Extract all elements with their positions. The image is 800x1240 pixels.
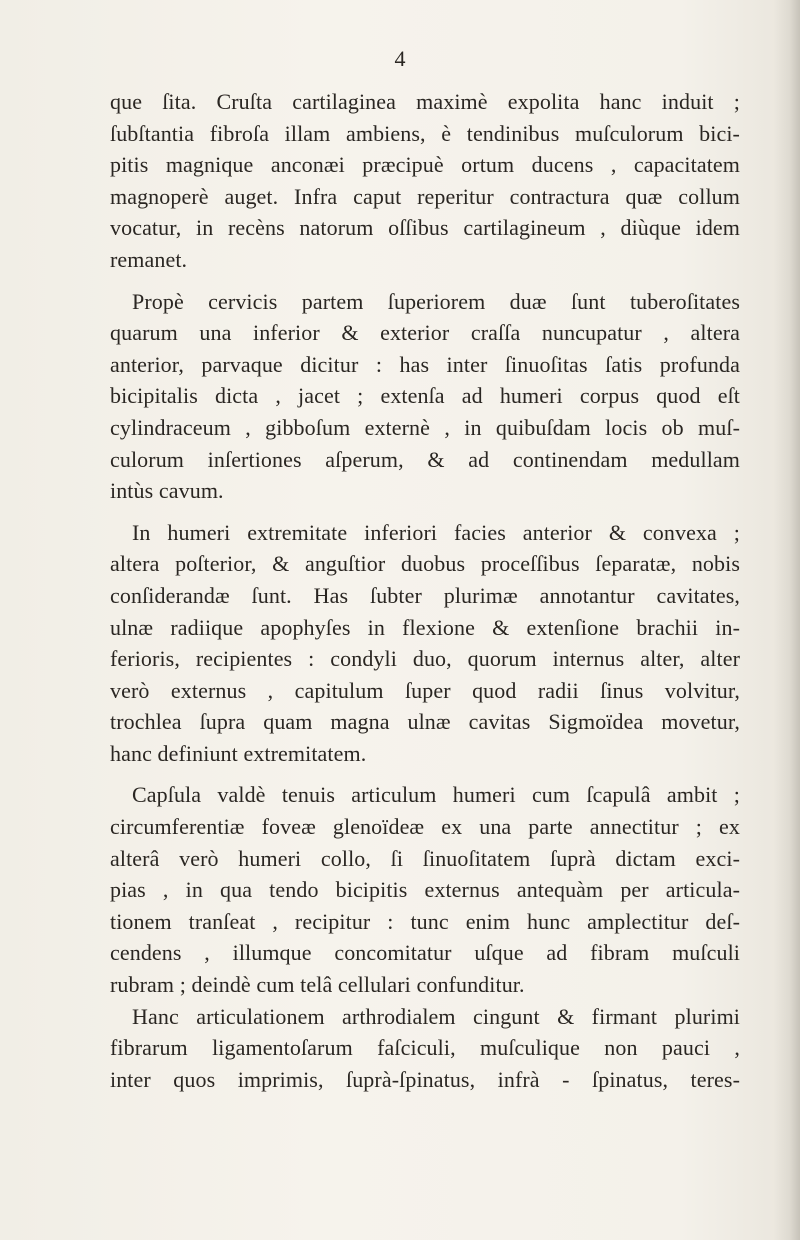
text-line: rubram ; deindè cum telâ cellulari confunditur. — [110, 972, 525, 998]
text-line: ulnæ radiique apophyſes in flexione & extenſione brachii in- — [110, 614, 740, 640]
text-line: In humeri extremitate inferiori facies anterior & convexa ; — [132, 519, 740, 545]
page-number: 4 — [394, 46, 406, 71]
paragraph-4 — [110, 779, 740, 1000]
paragraph-2 — [110, 286, 740, 507]
text-line: inter quos imprimis, ſuprà-ſpinatus, infrà - ſpinatus, teres- — [110, 1066, 740, 1092]
text-line: cylindraceum , gibboſum externè , in quibuſdam locis ob muſ- — [110, 414, 740, 440]
paragraph-1 — [110, 86, 740, 276]
text-line: anterior, parvaque dicitur : has inter ſinuoſitas ſatis profunda — [110, 351, 740, 377]
text-line: fibrarum ligamentoſarum faſciculi, muſculique non pauci , — [110, 1035, 740, 1061]
text-line: intùs cavum. — [110, 478, 224, 504]
text-line: remanet. — [110, 246, 188, 272]
body-text — [110, 86, 740, 1095]
page-edge-shadow — [774, 0, 800, 1240]
text-line: quarum una inferior & exterior craſſa nuncupatur , altera — [110, 320, 740, 346]
text-line: ſubſtantia fibroſa illam ambiens, è tendinibus muſculorum bici- — [110, 120, 740, 146]
text-line: alterâ verò humeri collo, ſi ſinuoſitatem ſuprà dictam exci- — [110, 845, 740, 871]
text-line: cendens , illumque concomitatur uſque ad fibram muſculi — [110, 940, 740, 966]
text-line: Capſula valdè tenuis articulum humeri cum ſcapulâ ambit ; — [132, 782, 740, 808]
text-line: Hanc articulationem arthrodialem cingunt & firmant plurimi — [132, 1003, 740, 1029]
text-line: conſiderandæ ſunt. Has ſubter plurimæ annotantur cavitates, — [110, 582, 740, 608]
text-line: Propè cervicis partem ſuperiorem duæ ſunt tuberoſitates — [132, 288, 740, 314]
text-line: ferioris, recipientes : condyli duo, quorum internus alter, alter — [110, 646, 740, 672]
text-line: circumferentiæ foveæ glenoïdeæ ex una parte annectitur ; ex — [110, 814, 740, 840]
text-line: verò externus , capitulum ſuper quod radii ſinus volvitur, — [110, 677, 740, 703]
text-line: bicipitalis dicta , jacet ; extenſa ad humeri corpus quod eſt — [110, 383, 740, 409]
text-line: trochlea ſupra quam magna ulnæ cavitas Sigmoïdea movetur, — [110, 709, 740, 735]
paragraph-5 — [110, 1001, 740, 1096]
text-line: hanc definiunt extremitatem. — [110, 740, 367, 766]
text-line: culorum inſertiones aſperum, & ad continendam medullam — [110, 446, 740, 472]
text-line: que ſita. Cruſta cartilaginea maximè expolita hanc induit ; — [110, 89, 740, 114]
text-line: pias , in qua tendo bicipitis externus antequàm per articula- — [110, 877, 740, 903]
text-line: vocatur, in recèns natorum oſſibus cartilagineum , diùque idem — [110, 215, 740, 241]
text-line: pitis magnique anconæi præcipuè ortum ducens , capacitatem — [110, 152, 740, 178]
text-line: magnoperè auget. Infra caput reperitur contractura quæ collum — [110, 183, 740, 209]
text-line: altera poſterior, & anguſtior duobus proceſſibus ſeparatæ, nobis — [110, 551, 740, 577]
paragraph-3 — [110, 517, 740, 770]
text-line: tionem tranſeat , recipitur : tunc enim hunc amplectitur deſ- — [110, 908, 740, 934]
